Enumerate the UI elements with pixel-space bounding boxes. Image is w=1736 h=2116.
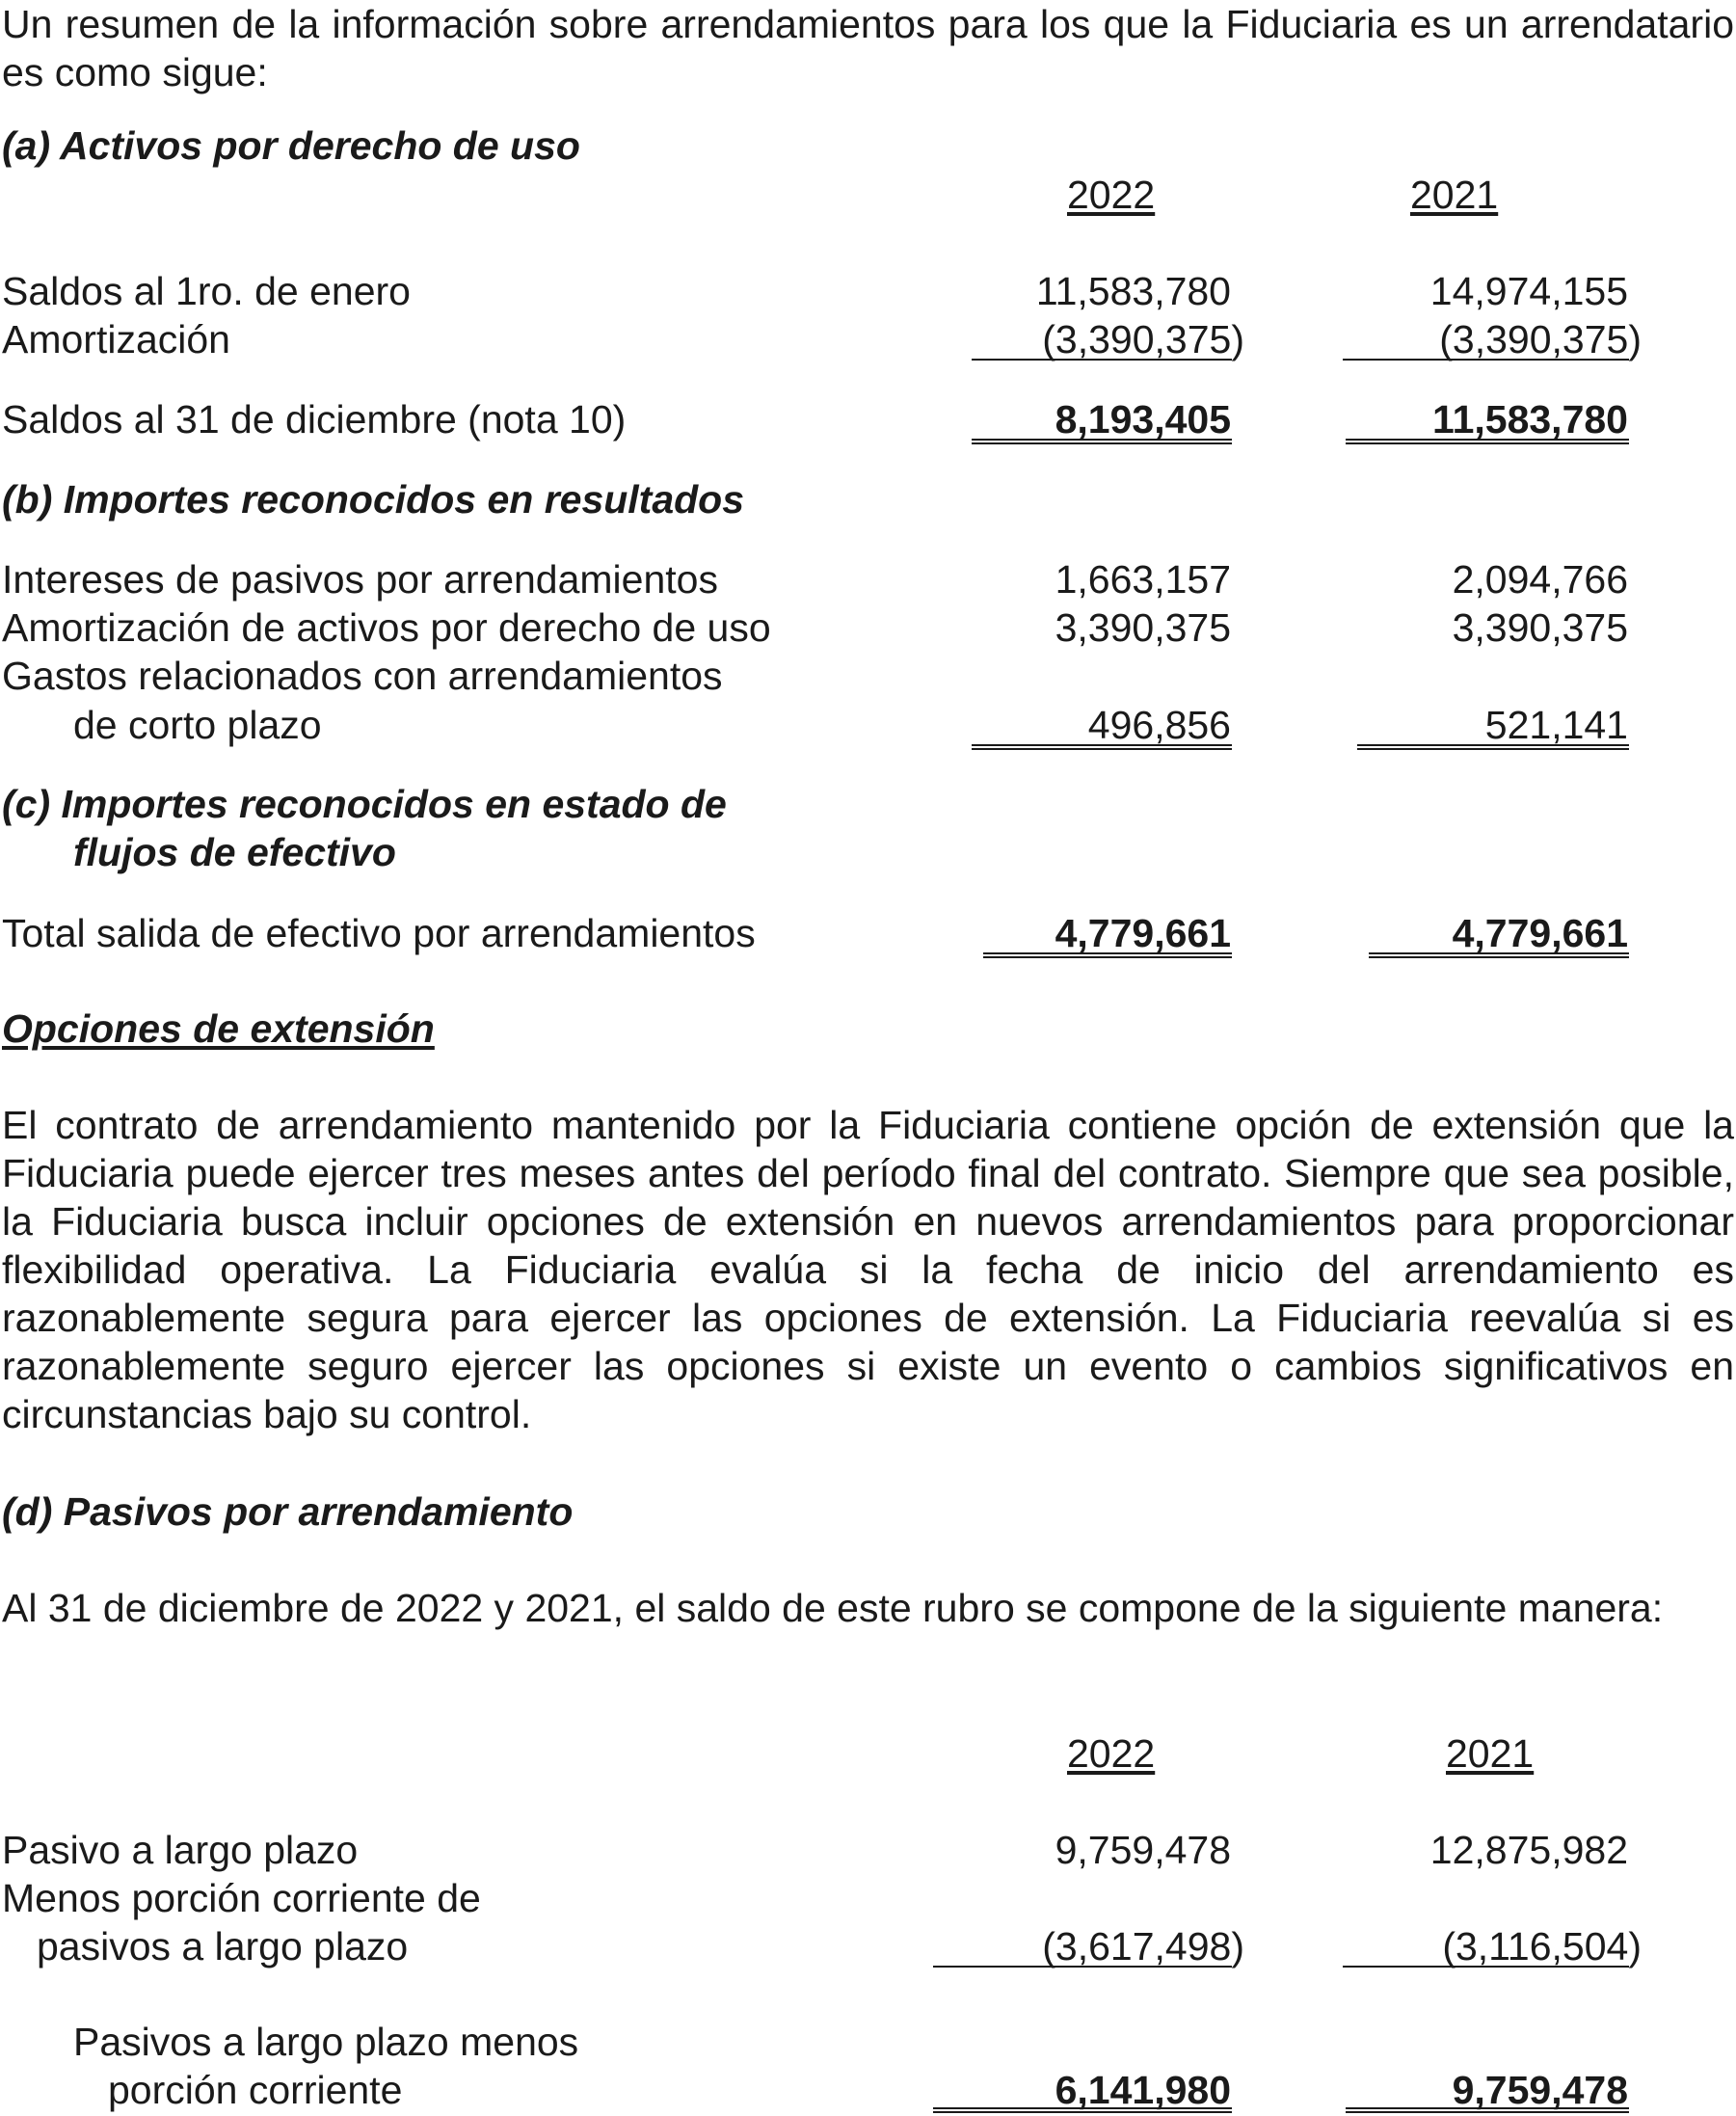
row-label: Gastos relacionados con arrendamientos bbox=[2, 654, 723, 698]
total-double-rule-2022 bbox=[983, 952, 1232, 958]
row-label-continued: de corto plazo bbox=[73, 703, 322, 747]
total-double-rule-2022 bbox=[933, 2107, 1232, 2113]
row-label: Pasivo a largo plazo bbox=[2, 1828, 359, 1872]
row-value-2022: 1,663,157 bbox=[1055, 557, 1231, 602]
subtotal-rule-2022 bbox=[972, 359, 1232, 361]
row-label: Menos porción corriente de bbox=[2, 1876, 481, 1920]
total-double-rule-2022 bbox=[972, 744, 1232, 750]
total-label-continued: porción corriente bbox=[108, 2068, 403, 2112]
row-label: Saldos al 1ro. de enero bbox=[2, 269, 411, 313]
row-value-2021: 14,974,155 bbox=[1429, 269, 1628, 313]
section-a-heading: (a) Activos por derecho de uso bbox=[2, 123, 580, 168]
total-double-rule-2022 bbox=[972, 439, 1232, 444]
row-value-2022: 11,583,780 bbox=[1035, 269, 1231, 313]
section-c-heading: (c) Importes reconocidos en estado de bbox=[2, 782, 727, 826]
section-b-heading: (b) Importes reconocidos en resultados bbox=[2, 477, 745, 522]
year-header-2022-a: 2022 bbox=[1067, 173, 1156, 217]
row-value-2022: 496,856 bbox=[1087, 703, 1231, 747]
row-value-2022: (3,390,375) bbox=[1042, 317, 1244, 362]
section-c-heading-continued: flujos de efectivo bbox=[73, 830, 396, 874]
total-label: Total salida de efectivo por arrendamientos bbox=[2, 911, 756, 955]
total-value-2021: 4,779,661 bbox=[1452, 911, 1628, 955]
row-value-2021: 12,875,982 bbox=[1429, 1828, 1628, 1872]
extension-heading: Opciones de extensión bbox=[2, 1006, 435, 1051]
section-d-heading: (d) Pasivos por arrendamiento bbox=[2, 1489, 574, 1534]
row-value-2021: 2,094,766 bbox=[1452, 557, 1628, 602]
total-value-2022: 4,779,661 bbox=[1055, 911, 1231, 955]
total-double-rule-2021 bbox=[1357, 744, 1629, 750]
row-label: Amortización bbox=[2, 317, 230, 362]
subtotal-rule-2021 bbox=[1343, 1966, 1629, 1968]
extension-paragraph: El contrato de arrendamiento mantenido por la Fiduciaria contiene opción de extensión que la Fiduciaria puede ejercer tres meses antes del período final del contrato. Siempre que sea posible, la Fiduciaria busca incluir opciones de extensión en nuevos arrendamientos para proporcionar flexibilidad operativa. La Fiduciaria evalúa si la fecha de inicio del arrendamiento es razonablemente segura para ejercer las opciones de extensión. La Fiduciaria reevalúa si es razonablemente seguro ejercer las opciones si existe un evento o cambios significativos en circunstancias bajo su control. bbox=[2, 1103, 1734, 1436]
total-value-2022: 8,193,405 bbox=[1055, 397, 1231, 442]
year-header-2021-a: 2021 bbox=[1410, 173, 1499, 217]
total-double-rule-2021 bbox=[1346, 439, 1629, 444]
subtotal-rule-2022 bbox=[933, 1966, 1232, 1968]
total-value-2021: 11,583,780 bbox=[1432, 397, 1628, 442]
row-value-2021: (3,390,375) bbox=[1439, 317, 1642, 362]
row-value-2021: (3,116,504) bbox=[1442, 1924, 1642, 1969]
row-value-2022: 9,759,478 bbox=[1055, 1828, 1231, 1872]
subtotal-rule-2021 bbox=[1343, 359, 1629, 361]
year-header-2021-d: 2021 bbox=[1446, 1731, 1535, 1776]
row-value-2022: (3,617,498) bbox=[1042, 1924, 1244, 1969]
row-label-continued: pasivos a largo plazo bbox=[37, 1924, 409, 1969]
total-label: Pasivos a largo plazo menos bbox=[73, 2020, 579, 2064]
row-label: Intereses de pasivos por arrendamientos bbox=[2, 557, 718, 602]
total-value-2022: 6,141,980 bbox=[1055, 2068, 1231, 2112]
total-double-rule-2021 bbox=[1346, 2107, 1629, 2113]
row-value-2021: 3,390,375 bbox=[1452, 605, 1628, 650]
section-d-intro: Al 31 de diciembre de 2022 y 2021, el saldo de este rubro se compone de la siguiente manera: bbox=[2, 1586, 1664, 1630]
row-label: Amortización de activos por derecho de uso bbox=[2, 605, 771, 650]
row-value-2022: 3,390,375 bbox=[1055, 605, 1231, 650]
total-double-rule-2021 bbox=[1369, 952, 1629, 958]
intro-paragraph: Un resumen de la información sobre arrendamientos para los que la Fiduciaria es un arrendatario es como sigue: bbox=[2, 2, 1734, 94]
total-value-2021: 9,759,478 bbox=[1452, 2068, 1628, 2112]
row-value-2021: 521,141 bbox=[1484, 703, 1628, 747]
year-header-2022-d: 2022 bbox=[1067, 1731, 1156, 1776]
total-label: Saldos al 31 de diciembre (nota 10) bbox=[2, 397, 627, 442]
